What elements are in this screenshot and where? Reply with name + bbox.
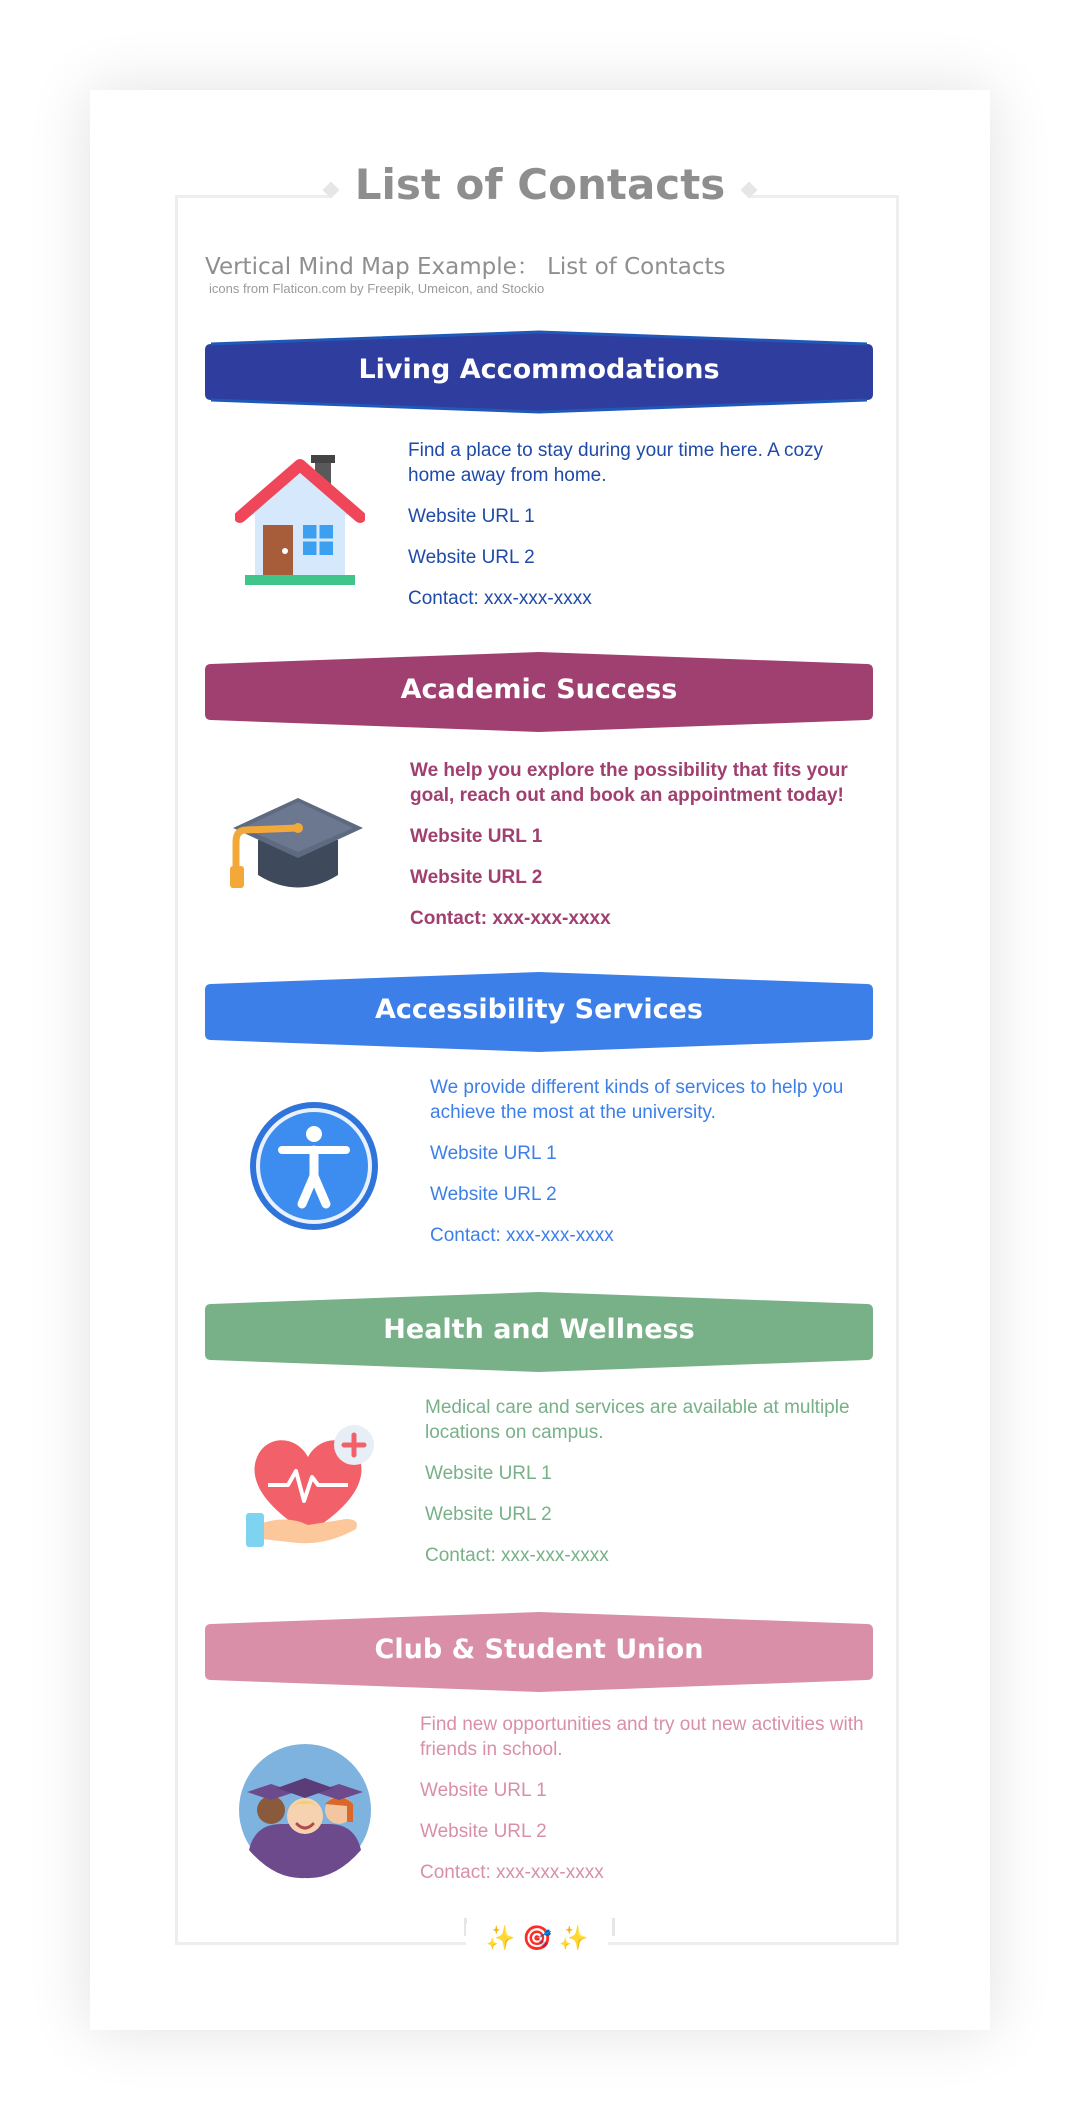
title-wrap <box>90 160 990 209</box>
page-title-text: List of Contacts <box>354 160 726 209</box>
credit-line: icons from Flaticon.com by Freepik, Umeicon, and Stockio <box>209 281 545 296</box>
website-url-1-link[interactable]: Website URL 1 <box>425 1463 552 1484</box>
banner-academic <box>205 650 873 734</box>
website-url-2-link[interactable]: Website URL 2 <box>410 867 543 888</box>
graduation-cap-icon <box>228 790 368 905</box>
banner-heading: Health and Wellness <box>383 1314 695 1345</box>
contact-phone: Contact: xxx-xxx-xxxx <box>420 1862 604 1883</box>
description: We help you explore the possibility that fits your goal, reach out and book an appointment today! <box>410 760 848 806</box>
website-url-2-link[interactable]: Website URL 2 <box>430 1184 557 1205</box>
infographic-card <box>90 90 990 2030</box>
contact-phone: Contact: xxx-xxx-xxxx <box>408 588 592 609</box>
subtitle: Vertical Mind Map Example： List of Contacts <box>205 254 726 280</box>
description: Medical care and services are available at multiple locations on campus. <box>425 1397 850 1443</box>
website-url-2-link[interactable]: Website URL 2 <box>425 1504 552 1525</box>
banner-living <box>205 330 873 414</box>
banner-club <box>205 1610 873 1694</box>
website-url-2-link[interactable]: Website URL 2 <box>408 547 535 568</box>
text-health <box>425 1395 885 1586</box>
website-url-1-link[interactable]: Website URL 1 <box>410 826 543 847</box>
website-url-1-link[interactable]: Website URL 1 <box>430 1143 557 1164</box>
website-url-1-link[interactable]: Website URL 1 <box>420 1780 547 1801</box>
banner-health <box>205 1290 873 1374</box>
website-url-2-link[interactable]: Website URL 2 <box>420 1821 547 1842</box>
text-club <box>420 1712 880 1903</box>
banner-heading: Accessibility Services <box>375 994 703 1025</box>
contact-phone: Contact: xxx-xxx-xxxx <box>430 1225 614 1246</box>
description: Find new opportunities and try out new activities with friends in school. <box>420 1714 864 1760</box>
diamond-right-icon <box>741 182 758 199</box>
text-academic <box>410 758 870 949</box>
text-living <box>408 438 868 629</box>
banner-accessibility <box>205 970 873 1054</box>
website-url-1-link[interactable]: Website URL 1 <box>408 506 535 527</box>
banner-heading: Club & Student Union <box>374 1634 704 1665</box>
diamond-left-icon <box>322 182 339 199</box>
footer-emoji: ✨ 🎯 ✨ <box>466 1924 609 1953</box>
text-accessibility <box>430 1075 890 1266</box>
students-group-icon <box>235 1740 375 1885</box>
banner-heading: Living Accommodations <box>358 354 720 385</box>
contact-phone: Contact: xxx-xxx-xxxx <box>410 908 611 929</box>
description: Find a place to stay during your time here. A cozy home away from home. <box>408 440 824 486</box>
contact-phone: Contact: xxx-xxx-xxxx <box>425 1545 609 1566</box>
banner-heading: Academic Success <box>400 674 678 705</box>
house-icon <box>235 455 365 600</box>
accessibility-icon <box>248 1100 380 1237</box>
heart-care-icon <box>238 1415 378 1560</box>
footer-ornament <box>175 1925 899 1957</box>
description: We provide different kinds of services to help you achieve the most at the university. <box>430 1077 844 1123</box>
page-title <box>331 160 750 209</box>
